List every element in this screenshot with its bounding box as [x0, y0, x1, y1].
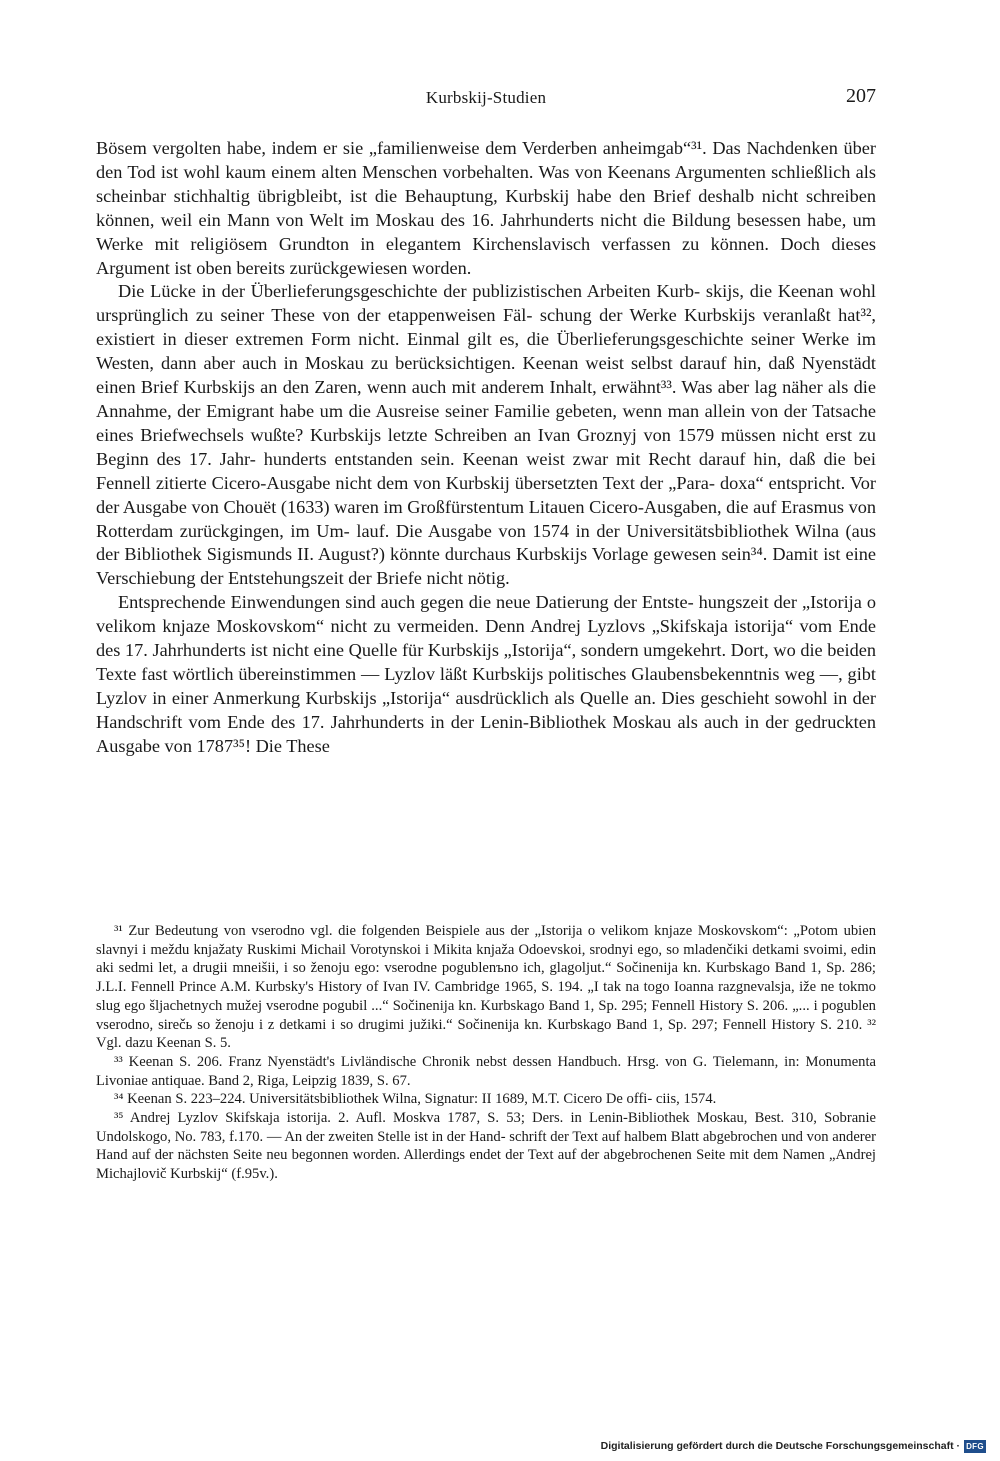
text-line: letzte Schreiben an Ivan Groznyj von 1579 müssen nicht erst zu Beginn des 17. Jahr- — [96, 424, 876, 469]
paragraph-2 — [96, 280, 876, 591]
text-line: aber lag näher als die Annahme, der Emigrant habe um die Ausreise seiner Familie — [96, 377, 877, 421]
text-line: ³³ Keenan S. 206. Franz Nyenstädt's Livländische Chronik nebst dessen Handbuch. Hrsg. von — [114, 1053, 687, 1070]
text-line: i so ženoju ego: vserodne pogublenъno ich, glagoljut.“ Sočinenija kn. Kurbskago Band 1, Sp. 286; — [283, 960, 876, 977]
text-line: ist eine Verschiebung der Entstehungszeit der Briefe nicht nötig. — [96, 544, 877, 589]
text-line: Bösem vergolten habe, indem er sie „familienweise dem Verderben anheimgab“³¹. — [96, 138, 707, 158]
text-line: ženoju i z detkami i so drugimi južiki.“ Sočinenija kn. Kurbskago Band 1, Sp. 297; Fennell History — [215, 1016, 816, 1033]
credit-text: Digitalisierung gefördert durch die Deutsche Forschungsgemeinschaft · — [600, 1440, 960, 1452]
page-header — [96, 85, 876, 114]
text-line: Das Nachdenken über den Tod ist wohl kaum einem alten Menschen vorbehalten. — [96, 138, 876, 182]
text-line: Michajlovič Kurbskij“ (f.95v.). — [96, 1166, 278, 1183]
text-line: Ioanna razgnevalsja, iže ne tokmo slug ego šljachetnych mužej vserodne pogubil ...“ Sočinenija — [96, 979, 876, 1014]
text-line: auch in Moskau zu berücksichtigen. Keenan weist selbst darauf hin, daß Nyenstädt — [242, 353, 876, 374]
text-line: Quelle für Kurbskijs „Istorija“, sondern umgekehrt. Dort, wo die beiden Texte fast — [96, 640, 876, 684]
text-line: Die Lücke in der Überlieferungsgeschichte der publizistischen Arbeiten Kurb- — [118, 281, 701, 302]
text-line: schung der Werke Kurbskijs veranlaßt hat³², existiert in dieser extremen Form nicht. — [96, 305, 876, 350]
text-line: G. Tielemann, in: Monumenta Livoniae antiquae. Band 2, Riga, Leipzig 1839, S. 67. — [96, 1053, 877, 1089]
text-line: ³⁴ Keenan S. 223–224. Universitätsbibliothek Wilna, Signatur: II 1689, M.T. Cicero De offi- — [114, 1091, 653, 1108]
footnote-35 — [96, 1109, 876, 1184]
text-line: Moskovskom“: „Potom ubien slavnyi i meždu knjažaty Ruskimi Michail Vorotynskoi i Mikita — [96, 923, 876, 958]
text-line: skijs, die Keenan wohl ursprünglich zu seiner These von der etappenweisen Fäl- — [96, 281, 876, 326]
text-line: Sigismunds II. August?) könnte durchaus Kurbskijs Vorlage gewesen sein³⁴. Damit — [206, 544, 819, 565]
text-line: hungszeit der „Istorija o velikom knjaze Moskovskom“ nicht zu vermeiden. Denn — [96, 592, 876, 637]
dfg-logo-icon: DFG — [964, 1440, 986, 1453]
text-line: Litauen Cicero-Ausgaben, die auf Erasmus von Rotterdam zurückgingen, im Um- — [96, 496, 876, 541]
text-line: Fennell zitierte Cicero-Ausgabe nicht dem von Kurbskij übersetzten Text der „Para- — [96, 472, 715, 493]
text-line: hunderts entstanden sein. Keenan weist zwar mit Recht darauf hin, daß die bei — [263, 448, 876, 469]
footnotes — [96, 922, 876, 1184]
text-line: J.L.I. Fennell Prince A.M. Kurbsky's History of Ivan IV. Cambridge 1965, S. 194. „I tak na togo — [96, 979, 670, 996]
running-head: Kurbskij-Studien — [425, 88, 547, 107]
text-line: an. Dies geschieht sowohl in der Handschrift vom Ende des 17. Jahrhunderts in der — [96, 687, 876, 732]
text-line: kn. Kurbskago Band 1, Sp. 295; Fennell History S. 206. „... i pogublen vserodno, sirečь so — [96, 997, 876, 1033]
text-line: doxa“ entspricht. Vor der Ausgabe von Chouët (1633) waren im Großfürstentum — [96, 472, 876, 517]
footnote-31 — [96, 922, 876, 1053]
text-line: ciis, 1574. — [655, 1091, 717, 1108]
footnote-33 — [96, 1053, 876, 1090]
text-line: Andrej Lyzlovs „Skifskaja istorija“ vom Ende des 17. Jahrhunderts ist nicht eine — [96, 616, 877, 661]
text-line: um Werke mit religiösem Grundton in elegantem Kirchenslavisch verfassen zu — [96, 209, 876, 254]
text-line: Mann von Welt im Moskau des 16. Jahrhunderts nicht die Bildung besessen habe, — [227, 209, 847, 230]
text-line: begonnen worden. Allerdings endet der Text auf der abgebrochenen Seite mit dem Namen „Andrej — [291, 1147, 876, 1164]
paragraph-3 — [96, 591, 876, 758]
text-line: lauf. Die Ausgabe von 1574 in der Universitätsbibliothek Wilna (aus der Bibliothek — [96, 520, 876, 565]
text-line: Was von Keenans Argumenten schließlich als scheinbar stichhaltig übrigbleibt, ist — [96, 161, 876, 206]
footnote-34 — [96, 1090, 876, 1109]
text-line: weg —, gibt Lyzlov in einer Anmerkung Kurbskijs „Istorija“ ausdrücklich als Quelle — [96, 663, 876, 708]
text-line: schrift der Text auf halbem Blatt abgebrochen und von anderer Hand auf der nächsten Seite neu — [96, 1128, 876, 1164]
body-text — [96, 137, 876, 759]
digitization-credit — [601, 1438, 986, 1454]
text-line: gebeten, wenn man allein von der Tatsache eines Briefwechsels wußte? Kurbskijs — [96, 400, 876, 445]
text-line: S. 210. ³² Vgl. dazu Keenan S. 5. — [96, 1016, 876, 1052]
text-line: Moskau, Best. 310, Sobranie Undolskogo, No. 783, f.170. — An der zweiten Stelle ist in der Hand- — [96, 1110, 876, 1145]
text-line: einen Brief Kurbskijs an den Zaren, wenn auch mit anderem Inhalt, erwähnt³³. Was — [96, 377, 713, 398]
page-number: 207 — [846, 85, 876, 107]
text-line: Einmal gilt es, die Überlieferungsgeschichte seiner Werke im Westen, dann aber — [96, 329, 876, 374]
text-line: ³¹ Zur Bedeutung von vserodno vgl. die folgenden Beispiele aus der „Istorija o velikom knjaze — [114, 923, 693, 939]
text-line: knjaža Odoevskoi, srodnyi ego, so mladenčiki detkami svoimi, edin aki sedmi let, a drugii mneišii, — [96, 941, 876, 977]
text-line: können. Doch dieses Argument ist oben bereits zurückgewiesen worden. — [96, 233, 876, 278]
text-line: ³⁵ Andrej Lyzlov Skifskaja istorija. 2. Aufl. Moskva 1787, S. 53; Ders. in Lenin-Bibliothek — [114, 1110, 690, 1127]
text-line: wörtlich übereinstimmen — Lyzlov läßt Kurbskijs politisches Glaubensbekenntnis — [172, 663, 780, 684]
text-line: Entsprechende Einwendungen sind auch gegen die neue Datierung der Entste- — [118, 592, 694, 613]
paragraph-1 — [96, 137, 876, 280]
text-line: Lenin-Bibliothek Moskau als auch in der gedruckten Ausgabe von 1787³⁵! Die These — [96, 711, 876, 756]
text-line: die Behauptung, Kurbskij habe den Brief deshalb nicht schreiben können, weil ein — [96, 185, 876, 230]
